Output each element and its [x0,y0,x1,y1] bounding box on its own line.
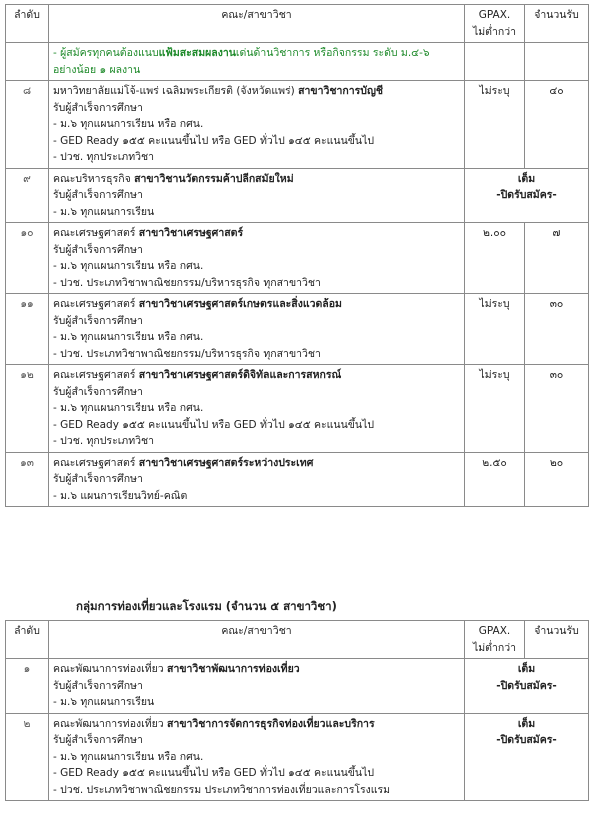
row-seats: ๔๐ [525,81,589,169]
table-row [6,294,589,365]
header-seats: จำนวนรับ [525,5,589,43]
table-row [6,81,589,169]
row-seats: ๓๐ [525,365,589,453]
row-closed-status: เต็ม -ปิดรับสมัคร- [465,168,589,223]
row-faculty: คณะพัฒนาการท่องเที่ยว สาขาวิชาพัฒนาการท่องเที่ยว รับผู้สำเร็จการศึกษา - ม.๖ ทุกแผนการเรียน [49,659,465,714]
row-no: ๑๒ [6,365,49,453]
section-title: กลุ่มการท่องเที่ยวและโรงแรม (จำนวน ๕ สาขาวิชา) [76,599,337,613]
row-no: ๙ [6,168,49,223]
table-row [6,713,589,801]
row-faculty: คณะเศรษฐศาสตร์ สาขาวิชาเศรษฐศาสตร์ดิจิทัลและการสหกรณ์ รับผู้สำเร็จการศึกษา - ม.๖ ทุกแผนการเรียน หรือ กศน. - GED Ready ๑๕๕ คะแนนขึ้นไป หรือ GED ทั่วไป ๑๔๕ คะแนนขึ้นไป - ปวช. ทุกประเภทวิชา [49,365,465,453]
programs-table-2 [5,620,589,801]
row-closed-status: เต็ม -ปิดรับสมัคร- [465,713,589,801]
portfolio-note: - ผู้สมัครทุกคนต้องแนบแฟ้มสะสมผลงานเด่นด้านวิชาการ หรือกิจกรรม ระดับ ม.๔-๖ อย่างน้อย ๑ ผลงาน [49,43,465,81]
header-gpax: GPAX. ไม่ต่ำกว่า [465,5,525,43]
row-faculty: คณะเศรษฐศาสตร์ สาขาวิชาเศรษฐศาสตร์เกษตรและสิ่งแวดล้อม รับผู้สำเร็จการศึกษา - ม.๖ ทุกแผนการเรียน หรือ กศน. - ปวช. ประเภทวิชาพาณิชยกรรม/บริหารธุรกิจ ทุกสาขาวิชา [49,294,465,365]
table-header-row [6,621,589,659]
row-gpax: ไม่ระบุ [465,81,525,169]
table-row [6,452,589,507]
note-row [6,43,589,81]
header-seats: จำนวนรับ [525,621,589,659]
table-row [6,659,589,714]
table-row [6,223,589,294]
header-faculty: คณะ/สาขาวิชา [49,621,465,659]
row-closed-status: เต็ม -ปิดรับสมัคร- [465,659,589,714]
row-faculty: คณะบริหารธุรกิจ สาขาวิชานวัตกรรมค้าปลีกสมัยใหม่ รับผู้สำเร็จการศึกษา - ม.๖ ทุกแผนการเรียน [49,168,465,223]
programs-table-1 [5,4,589,507]
row-no: ๒ [6,713,49,801]
header-gpax: GPAX. ไม่ต่ำกว่า [465,621,525,659]
table-row [6,168,589,223]
header-no: ลำดับ [6,5,49,43]
header-no: ลำดับ [6,621,49,659]
row-faculty: คณะเศรษฐศาสตร์ สาขาวิชาเศรษฐศาสตร์ระหว่างประเทศ รับผู้สำเร็จการศึกษา - ม.๖ แผนการเรียนวิทย์-คณิต [49,452,465,507]
table-row [6,365,589,453]
row-no: ๑๑ [6,294,49,365]
row-no: ๘ [6,81,49,169]
row-gpax: ไม่ระบุ [465,365,525,453]
row-no: ๑ [6,659,49,714]
row-faculty: คณะพัฒนาการท่องเที่ยว สาขาวิชาการจัดการธุรกิจท่องเที่ยวและบริการ รับผู้สำเร็จการศึกษา - ม.๖ ทุกแผนการเรียน หรือ กศน. - GED Ready ๑๕๕ คะแนนขึ้นไป หรือ GED ทั่วไป ๑๔๕ คะแนนขึ้นไป - ปวช. ประเภทวิชาพาณิชยกรรม ประเภทวิชาการท่องเที่ยวและการโรงแรม [49,713,465,801]
row-faculty: มหาวิทยาลัยแม่โจ้-แพร่ เฉลิมพระเกียรติ (จังหวัดแพร่) สาขาวิชาการบัญชี รับผู้สำเร็จการศึกษา - ม.๖ ทุกแผนการเรียน หรือ กศน. - GED Ready ๑๕๕ คะแนนขึ้นไป หรือ GED ทั่วไป ๑๔๕ คะแนนขึ้นไป - ปวช. ทุกประเภทวิชา [49,81,465,169]
row-seats: ๓๐ [525,294,589,365]
row-gpax: ๒.๐๐ [465,223,525,294]
row-faculty: คณะเศรษฐศาสตร์ สาขาวิชาเศรษฐศาสตร์ รับผู้สำเร็จการศึกษา - ม.๖ ทุกแผนการเรียน หรือ กศน. - ปวช. ประเภทวิชาพาณิชยกรรม/บริหารธุรกิจ ทุกสาขาวิชา [49,223,465,294]
row-seats: ๒๐ [525,452,589,507]
row-no: ๑๐ [6,223,49,294]
row-no: ๑๓ [6,452,49,507]
row-gpax: ไม่ระบุ [465,294,525,365]
table-header-row [6,5,589,43]
header-faculty: คณะ/สาขาวิชา [49,5,465,43]
row-seats: ๗ [525,223,589,294]
row-gpax: ๒.๕๐ [465,452,525,507]
